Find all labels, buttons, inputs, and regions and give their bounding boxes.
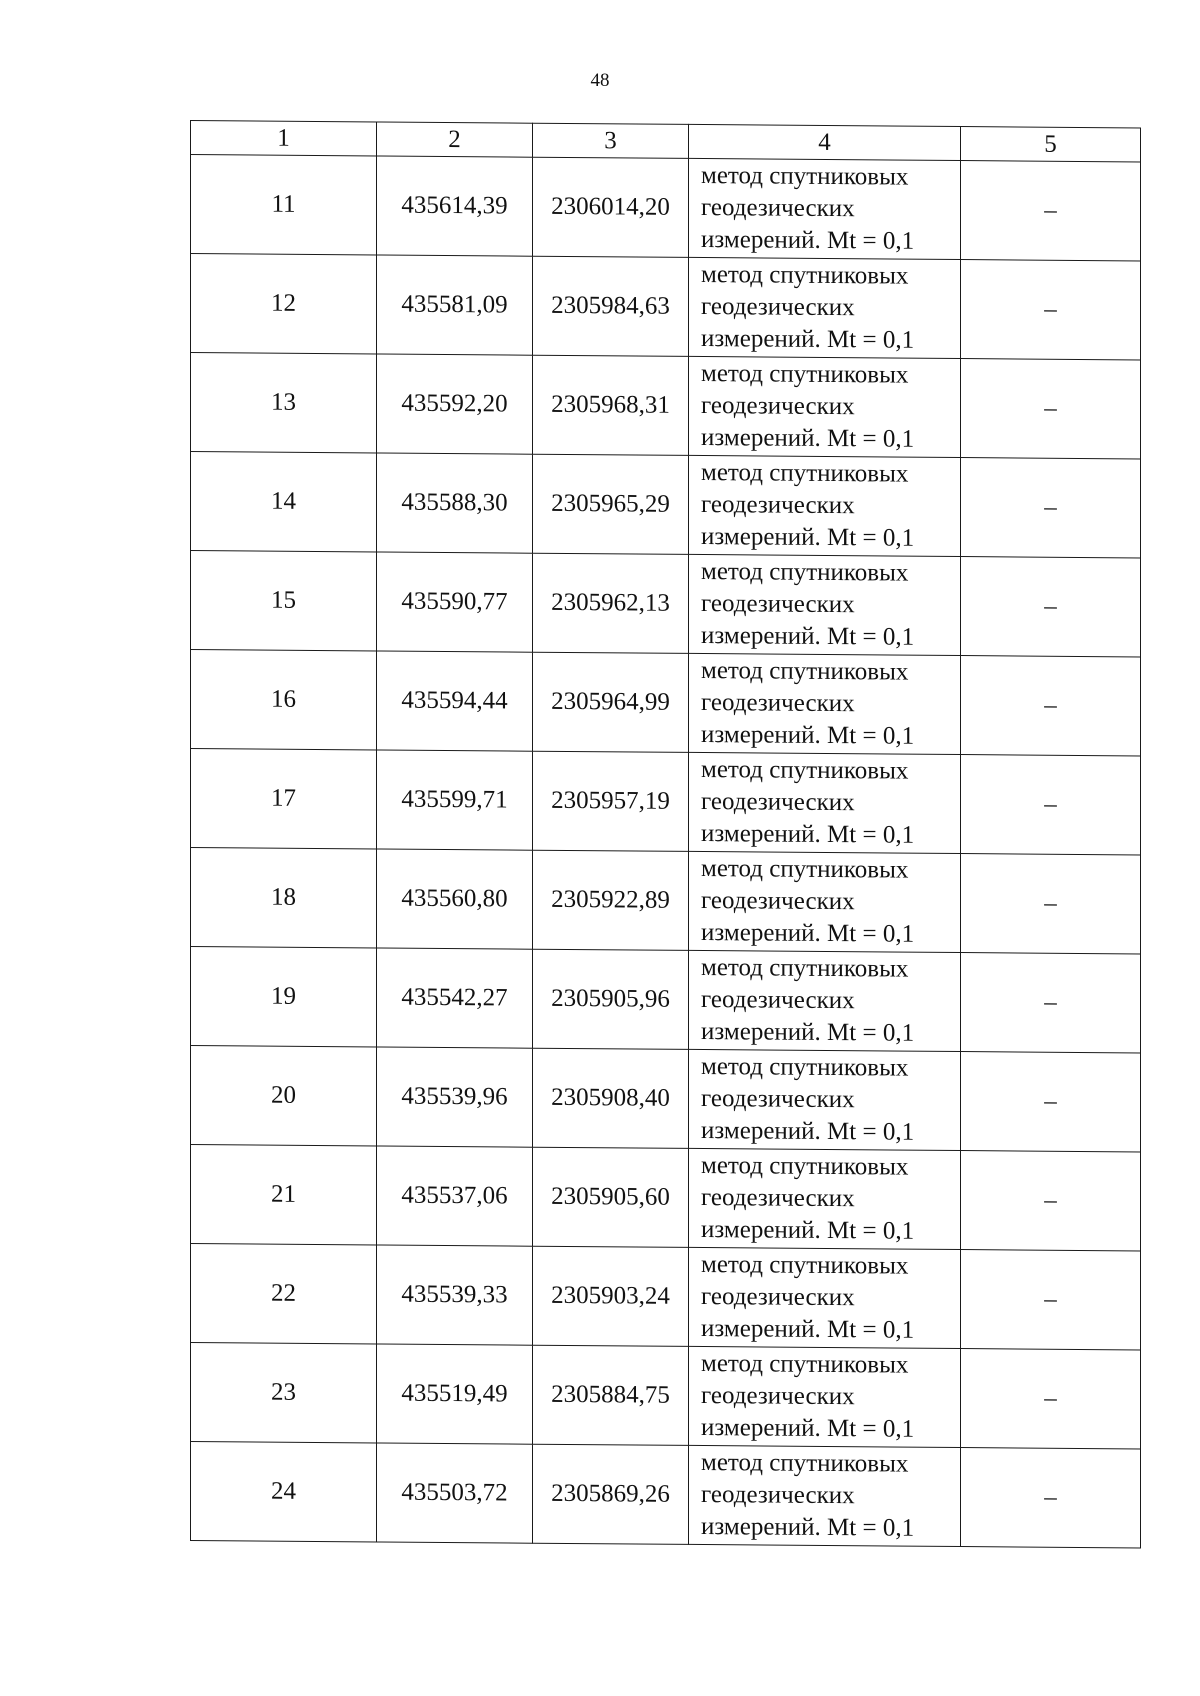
method-text-line: метод спутниковых [701, 1053, 909, 1082]
method-text-line: измерений. Mt = 0,1 [701, 820, 915, 849]
point-number-cell: 14 [191, 452, 377, 552]
point-number-cell: 24 [191, 1442, 377, 1542]
method-cell [689, 1346, 961, 1447]
point-number-cell: 18 [191, 848, 377, 948]
method-text-line: геодезических [701, 392, 855, 421]
method-text-line: геодезических [701, 1481, 855, 1510]
y-coordinate-cell: 2305962,13 [533, 553, 689, 653]
method-text-line: метод спутниковых [701, 855, 909, 884]
column-header-4: 4 [689, 124, 961, 160]
method-cell [689, 1445, 961, 1546]
x-coordinate-cell: 435503,72 [377, 1443, 533, 1543]
method-text-line: метод спутниковых [701, 558, 909, 587]
y-coordinate-cell: 2305964,99 [533, 652, 689, 752]
method-text-line: метод спутниковых [701, 657, 909, 686]
point-number-cell: 16 [191, 650, 377, 750]
method-text-line: геодезических [701, 1283, 855, 1312]
method-text-line: геодезических [701, 986, 855, 1015]
y-coordinate-cell: 2305903,24 [533, 1246, 689, 1346]
point-number-cell: 20 [191, 1046, 377, 1146]
x-coordinate-cell: 435590,77 [377, 552, 533, 652]
method-text-line: метод спутниковых [701, 1251, 909, 1280]
method-text-line: метод спутниковых [701, 261, 909, 290]
table-row [191, 650, 1141, 756]
method-text-line: измерений. Mt = 0,1 [701, 424, 915, 453]
y-coordinate-cell: 2305984,63 [533, 256, 689, 356]
point-number-cell: 22 [191, 1244, 377, 1344]
method-text-line: измерений. Mt = 0,1 [701, 1216, 915, 1245]
method-text-line: геодезических [701, 491, 855, 520]
note-cell: – [961, 458, 1141, 558]
method-text-line: метод спутниковых [701, 1152, 909, 1181]
method-cell [689, 1049, 961, 1150]
table-row [191, 947, 1141, 1053]
table-row [191, 551, 1141, 657]
point-number-cell: 15 [191, 551, 377, 651]
table-row [191, 452, 1141, 558]
method-text-line: измерений. Mt = 0,1 [701, 523, 915, 552]
x-coordinate-cell: 435594,44 [377, 651, 533, 751]
x-coordinate-cell: 435588,30 [377, 453, 533, 553]
note-cell: – [961, 953, 1141, 1053]
column-header-3: 3 [533, 123, 689, 158]
method-cell [689, 851, 961, 952]
y-coordinate-cell: 2306014,20 [533, 157, 689, 257]
point-number-cell: 19 [191, 947, 377, 1047]
note-cell: – [961, 1349, 1141, 1449]
method-text-line: измерений. Mt = 0,1 [701, 721, 915, 750]
table-row [191, 1046, 1141, 1152]
table-row [191, 254, 1141, 360]
method-cell [689, 653, 961, 754]
method-text-line: метод спутниковых [701, 756, 909, 785]
page-number: 48 [590, 70, 610, 91]
y-coordinate-cell: 2305905,60 [533, 1147, 689, 1247]
method-text-line: геодезических [701, 887, 855, 916]
method-text-line: геодезических [701, 1085, 855, 1114]
method-cell [689, 257, 961, 358]
method-cell [689, 950, 961, 1051]
note-cell: – [961, 755, 1141, 855]
y-coordinate-cell: 2305869,26 [533, 1444, 689, 1544]
method-text-line: измерений. Mt = 0,1 [701, 226, 915, 255]
column-header-2: 2 [377, 122, 533, 157]
method-text-line: геодезических [701, 194, 855, 223]
note-cell: – [961, 260, 1141, 360]
method-text-line: измерений. Mt = 0,1 [701, 919, 915, 948]
y-coordinate-cell: 2305957,19 [533, 751, 689, 851]
note-cell: – [961, 1052, 1141, 1152]
table-row [191, 353, 1141, 459]
method-cell [689, 1247, 961, 1348]
point-number-cell: 13 [191, 353, 377, 453]
method-text-line: метод спутниковых [701, 954, 909, 983]
note-cell: – [961, 656, 1141, 756]
method-text-line: измерений. Mt = 0,1 [701, 622, 915, 651]
method-text-line: измерений. Mt = 0,1 [701, 1414, 915, 1443]
x-coordinate-cell: 435592,20 [377, 354, 533, 454]
table-row [191, 749, 1141, 855]
note-cell: – [961, 161, 1141, 261]
x-coordinate-cell: 435539,33 [377, 1245, 533, 1345]
x-coordinate-cell: 435599,71 [377, 750, 533, 850]
method-text-line: метод спутниковых [701, 162, 909, 191]
x-coordinate-cell: 435537,06 [377, 1146, 533, 1246]
table-row [191, 848, 1141, 954]
method-cell [689, 554, 961, 655]
table-row [191, 155, 1141, 261]
method-text-line: геодезических [701, 293, 855, 322]
method-text-line: геодезических [701, 590, 855, 619]
x-coordinate-cell: 435581,09 [377, 255, 533, 355]
method-text-line: метод спутниковых [701, 1449, 909, 1478]
method-cell [689, 158, 961, 259]
method-text-line: геодезических [701, 689, 855, 718]
x-coordinate-cell: 435539,96 [377, 1047, 533, 1147]
x-coordinate-cell: 435519,49 [377, 1344, 533, 1444]
method-text-line: измерений. Mt = 0,1 [701, 1117, 915, 1146]
note-cell: – [961, 359, 1141, 459]
y-coordinate-cell: 2305884,75 [533, 1345, 689, 1445]
x-coordinate-cell: 435560,80 [377, 849, 533, 949]
method-text-line: геодезических [701, 1382, 855, 1411]
y-coordinate-cell: 2305922,89 [533, 850, 689, 950]
method-text-line: геодезических [701, 788, 855, 817]
x-coordinate-cell: 435614,39 [377, 156, 533, 256]
y-coordinate-cell: 2305965,29 [533, 454, 689, 554]
method-cell [689, 356, 961, 457]
method-text-line: геодезических [701, 1184, 855, 1213]
table-row [191, 1343, 1141, 1449]
column-header-1: 1 [191, 121, 377, 156]
table-row [191, 1244, 1141, 1350]
method-cell [689, 455, 961, 556]
method-cell [689, 752, 961, 853]
method-text-line: измерений. Mt = 0,1 [701, 1315, 915, 1344]
note-cell: – [961, 1250, 1141, 1350]
method-text-line: измерений. Mt = 0,1 [701, 1018, 915, 1047]
column-header-5: 5 [961, 127, 1141, 162]
method-cell [689, 1148, 961, 1249]
method-text-line: измерений. Mt = 0,1 [701, 1513, 915, 1542]
table-row [191, 1442, 1141, 1548]
x-coordinate-cell: 435542,27 [377, 948, 533, 1048]
note-cell: – [961, 854, 1141, 954]
method-text-line: метод спутниковых [701, 459, 909, 488]
point-number-cell: 12 [191, 254, 377, 354]
table-body [191, 155, 1141, 1548]
point-number-cell: 11 [191, 155, 377, 255]
coordinates-table [190, 120, 1141, 1548]
point-number-cell: 21 [191, 1145, 377, 1245]
y-coordinate-cell: 2305908,40 [533, 1048, 689, 1148]
y-coordinate-cell: 2305905,96 [533, 949, 689, 1049]
method-text-line: метод спутниковых [701, 360, 909, 389]
method-text-line: измерений. Mt = 0,1 [701, 325, 915, 354]
point-number-cell: 23 [191, 1343, 377, 1443]
note-cell: – [961, 1448, 1141, 1548]
note-cell: – [961, 1151, 1141, 1251]
note-cell: – [961, 557, 1141, 657]
table-row [191, 1145, 1141, 1251]
method-text-line: метод спутниковых [701, 1350, 909, 1379]
y-coordinate-cell: 2305968,31 [533, 355, 689, 455]
point-number-cell: 17 [191, 749, 377, 849]
